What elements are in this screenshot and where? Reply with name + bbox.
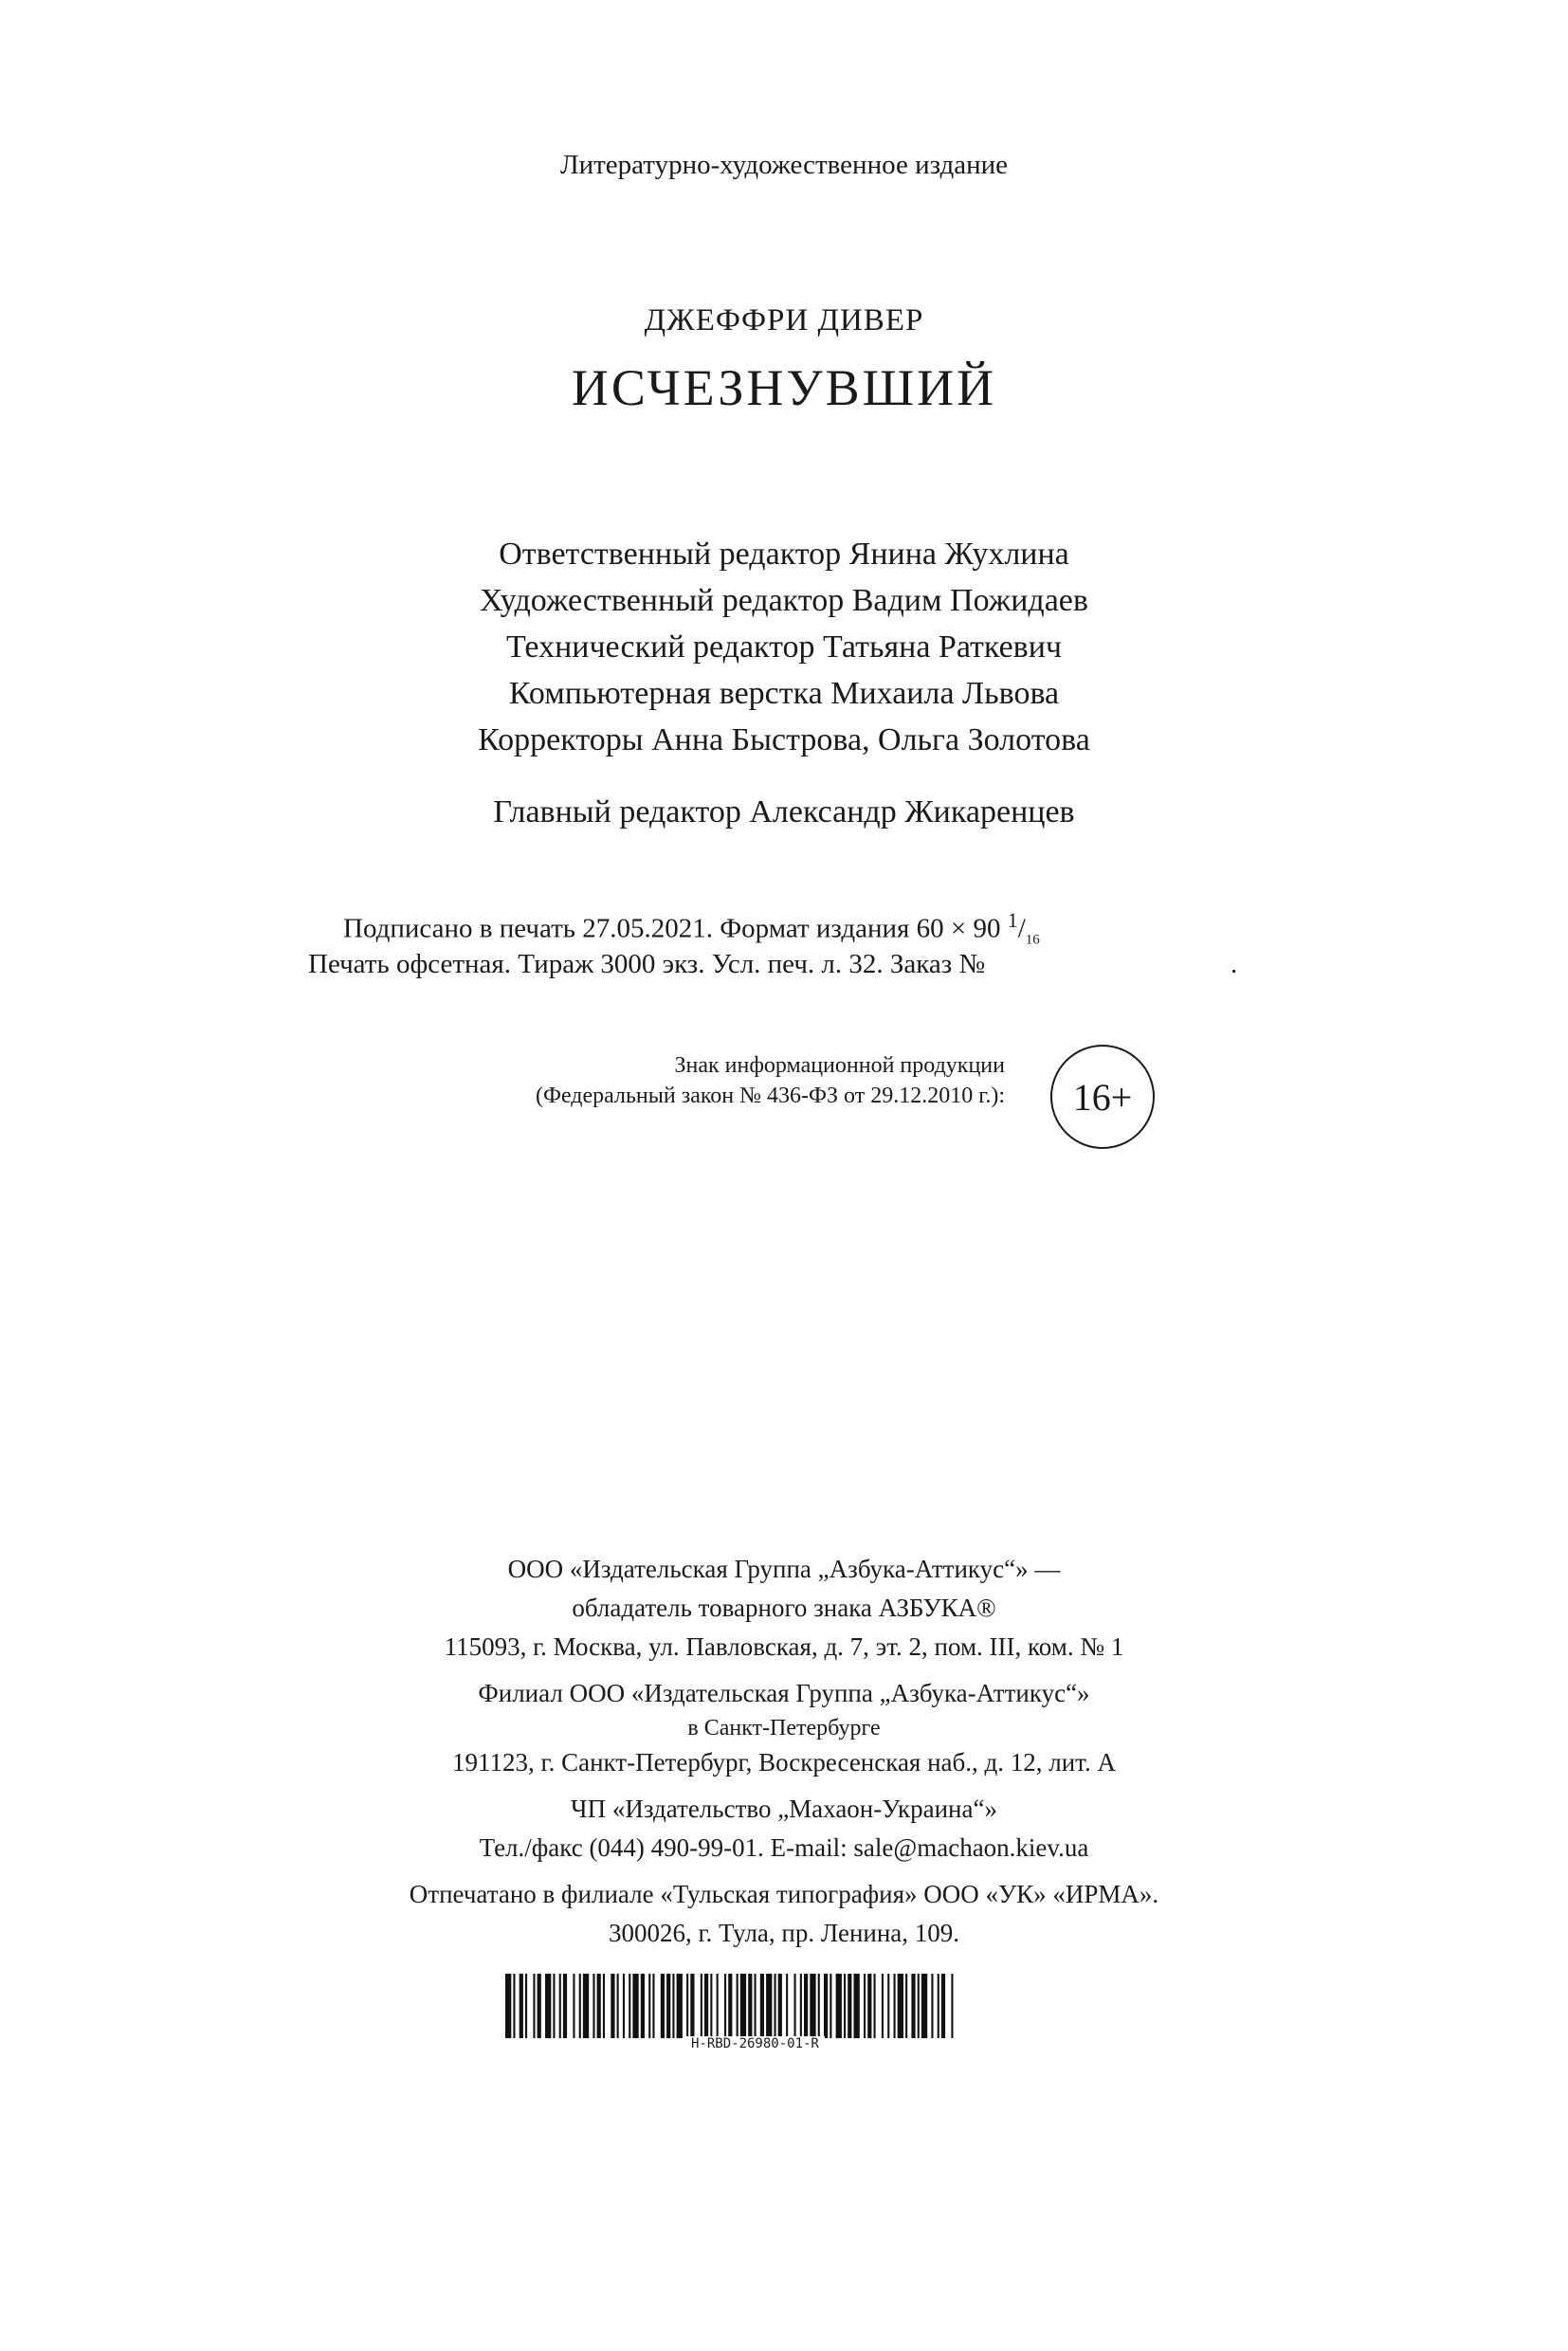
barcode-bar — [513, 1974, 515, 2038]
barcode-bar — [538, 1974, 541, 2038]
barcode-bar — [710, 1974, 712, 2038]
publisher-line: 300026, г. Тула, пр. Ленина, 109. — [608, 1919, 960, 1947]
barcode-bar — [867, 1974, 871, 2038]
book-author: ДЖЕФФРИ ДИВЕР — [644, 303, 924, 337]
barcode-bar — [918, 1974, 920, 2038]
publisher-line: Филиал ООО «Издательская Группа „Азбука-Аттикус“» — [478, 1679, 1090, 1707]
credit-line: Ответственный редактор Янина Жухлина — [499, 537, 1069, 572]
barcode-bar — [611, 1974, 614, 2038]
barcode-bar — [898, 1974, 903, 2038]
barcode-bar — [652, 1974, 654, 2038]
barcode-bar — [672, 1974, 674, 2038]
print-details-trailing: . — [1231, 949, 1238, 979]
credit-line: Корректоры Анна Быстрова, Ольга Золотова — [478, 722, 1090, 757]
barcode-bar — [882, 1974, 884, 2038]
barcode-bar — [701, 1974, 702, 2038]
publisher-line: в Санкт-Петербурге — [687, 1716, 881, 1740]
publisher-line: ООО «Издательская Группа „Азбука-Аттикус“» — — [507, 1555, 1061, 1583]
info-product-mark — [360, 1050, 1005, 1111]
barcode-bar — [887, 1974, 889, 2038]
barcode-bar — [525, 1974, 527, 2038]
barcode-text: H-RBD-26980-01-R — [685, 2036, 825, 2051]
info-mark-line-2: (Федеральный закон № 436-ФЗ от 29.12.2010 г.): — [535, 1084, 1005, 1108]
barcode-bar — [603, 1974, 605, 2038]
barcode-bar — [737, 1974, 738, 2038]
barcode-bar — [686, 1974, 688, 2038]
barcode-bar — [690, 1974, 694, 2038]
barcode-bar — [553, 1974, 555, 2038]
barcode-bar — [854, 1974, 860, 2038]
publisher-line: Тел./факс (044) 490-99-01. E-mail: sale@machaon.kiev.ua — [479, 1833, 1089, 1862]
barcode-bar — [520, 1974, 523, 2038]
barcode-bar — [830, 1974, 831, 2038]
info-mark-line-1: Знак информационной продукции — [674, 1053, 1005, 1078]
publisher-line: обладатель товарного знака АЗБУКА® — [572, 1594, 996, 1622]
barcode-bar — [666, 1974, 670, 2038]
format-fraction-separator: / — [1017, 913, 1026, 944]
barcode-bar — [740, 1974, 746, 2038]
chief-editor: Главный редактор Александр Жикаренцев — [493, 794, 1075, 829]
barcode-bar — [766, 1974, 772, 2038]
barcode-bar — [717, 1974, 719, 2038]
barcode-bar — [597, 1974, 601, 2038]
barcode-bar — [844, 1974, 846, 2038]
barcode-bar — [818, 1974, 820, 2038]
barcode-bar — [931, 1974, 933, 2038]
edition-type: Литературно-художественное издание — [559, 150, 1009, 180]
barcode-bar — [941, 1974, 945, 2038]
barcode-bar — [824, 1974, 828, 2038]
barcode-bar — [563, 1974, 567, 2038]
barcode-bar — [641, 1974, 645, 2038]
barcode-bar — [794, 1974, 796, 2038]
barcode-bar — [836, 1974, 842, 2038]
barcode-bar — [951, 1974, 953, 2038]
barcode-bar — [921, 1974, 927, 2038]
barcode-bar — [911, 1974, 915, 2038]
credit-line: Технический редактор Татьяна Раткевич — [505, 629, 1063, 665]
barcode-bar — [755, 1974, 757, 2038]
barcode-bar — [775, 1974, 776, 2038]
publisher-line: Отпечатано в филиале «Тульская типография» ООО «УК» «ИРМА». — [409, 1880, 1159, 1908]
credit-line: Художественный редактор Вадим Пожидаев — [480, 583, 1088, 618]
format-fraction-denominator: 16 — [1025, 932, 1040, 948]
barcode-bar — [579, 1974, 581, 2038]
barcode-bar — [629, 1974, 630, 2038]
editorial-credits — [0, 531, 1568, 763]
barcode-bar — [864, 1974, 866, 2038]
age-rating-badge: 16+ — [1050, 1045, 1155, 1149]
barcode-bar — [905, 1974, 907, 2038]
publisher-line: ЧП «Издательство „Махаон-Украина“» — [571, 1795, 997, 1823]
print-details-line-2: Печать офсетная. Тираж 3000 экз. Усл. печ. л. 32. Заказ № — [308, 949, 986, 979]
barcode-bar — [704, 1974, 708, 2038]
barcode-bar — [648, 1974, 650, 2038]
barcode-bar — [894, 1974, 896, 2038]
barcode-bar — [505, 1974, 511, 2038]
publisher-info — [0, 1550, 1568, 1953]
barcode-bars — [505, 1974, 1065, 2038]
barcode-bar — [583, 1974, 589, 2038]
print-format-text: Подписано в печать 27.05.2021. Формат издания 60 × 90 — [343, 913, 1001, 944]
barcode-bar — [760, 1974, 764, 2038]
publisher-line: 115093, г. Москва, ул. Павловская, д. 7, эт. 2, пом. III, ком. № 1 — [444, 1632, 1124, 1661]
publisher-line: 191123, г. Санкт-Петербург, Воскресенская наб., д. 12, лит. А — [452, 1748, 1116, 1777]
barcode-bar — [938, 1974, 939, 2038]
barcode-bar — [778, 1974, 782, 2038]
barcode-bar — [533, 1974, 535, 2038]
barcode-bar — [617, 1974, 619, 2038]
barcode-bar — [623, 1974, 625, 2038]
barcode-bar — [810, 1974, 815, 2038]
barcode-bar — [545, 1974, 551, 2038]
barcode-bar — [573, 1974, 574, 2038]
barcode-bar — [677, 1974, 683, 2038]
barcode-bar — [724, 1974, 726, 2038]
barcode-bar — [786, 1974, 788, 2038]
barcode-bar — [874, 1974, 876, 2038]
format-fraction-numerator: 1 — [1007, 908, 1018, 932]
barcode-bar — [804, 1974, 808, 2038]
barcode — [505, 1974, 1065, 2059]
barcode-bar — [748, 1974, 752, 2038]
book-title: ИСЧЕЗНУВШИЙ — [571, 359, 997, 416]
barcode-bar — [661, 1974, 665, 2038]
credit-line: Компьютерная верстка Михаила Львова — [508, 676, 1060, 711]
barcode-bar — [728, 1974, 732, 2038]
barcode-bar — [593, 1974, 594, 2038]
barcode-bar — [800, 1974, 802, 2038]
barcode-bar — [848, 1974, 851, 2038]
barcode-bar — [559, 1974, 561, 2038]
barcode-bar — [632, 1974, 638, 2038]
